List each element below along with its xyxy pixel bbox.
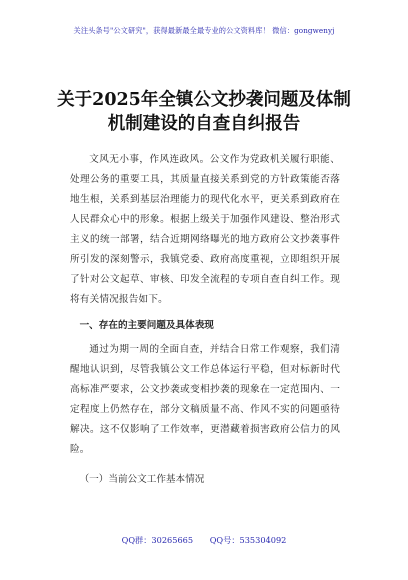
document-body bbox=[70, 150, 340, 490]
footer-contact-note bbox=[0, 535, 408, 546]
document-title-line-1: 关于2025年全镇公文抄袭问题及体制 bbox=[57, 90, 351, 110]
footer-qq-number: QQ号：535304092 bbox=[209, 535, 287, 545]
section-1-paragraph: 通过为期一周的全面自查，并结合日常工作观察，我们清醒地认识到，尽管我镇公文工作总体运行平稳，但对标新时代高标准严要求，公文抄袭或变相抄袭的现象在一定范围内、一定程度上仍然存在，部分文稿质量不高、作风不实的问题亟待解决。这不仅影响了工作效率，更潜藏着损害政府公信力的风险。 bbox=[70, 344, 340, 455]
document-title bbox=[0, 88, 408, 136]
header-promo-note: 关注头条号"公文研究"，获得最新最全最专业的公文资料库！ 微信：gongwenyj bbox=[73, 26, 335, 35]
section-heading-1: 一、存在的主要问题及具体表现 bbox=[79, 320, 214, 331]
intro-paragraph: 文风无小事，作风连政风。公文作为党政机关履行职能、处理公务的重要工具，其质量直接关系到党的方针政策能否落地生根，关系到基层治理能力的现代化水平，更关系到政府在人民群众心中的形象。根据上级关于加强作风建设、整治形式主义的统一部署，结合近期网络曝光的地方政府公文抄袭事件所引发的深刻警示，我镇党委、政府高度重视，立即组织开展了针对公文起草、审核、印发全流程的专项自查自纠工作。现将有关情况报告如下。 bbox=[70, 154, 340, 305]
subsection-heading-1: （一）当前公文工作基本情况 bbox=[79, 474, 205, 485]
footer-qq-group: QQ群：30265665 bbox=[121, 535, 194, 545]
document-title-line-2: 机制建设的自查自纠报告 bbox=[107, 114, 301, 134]
